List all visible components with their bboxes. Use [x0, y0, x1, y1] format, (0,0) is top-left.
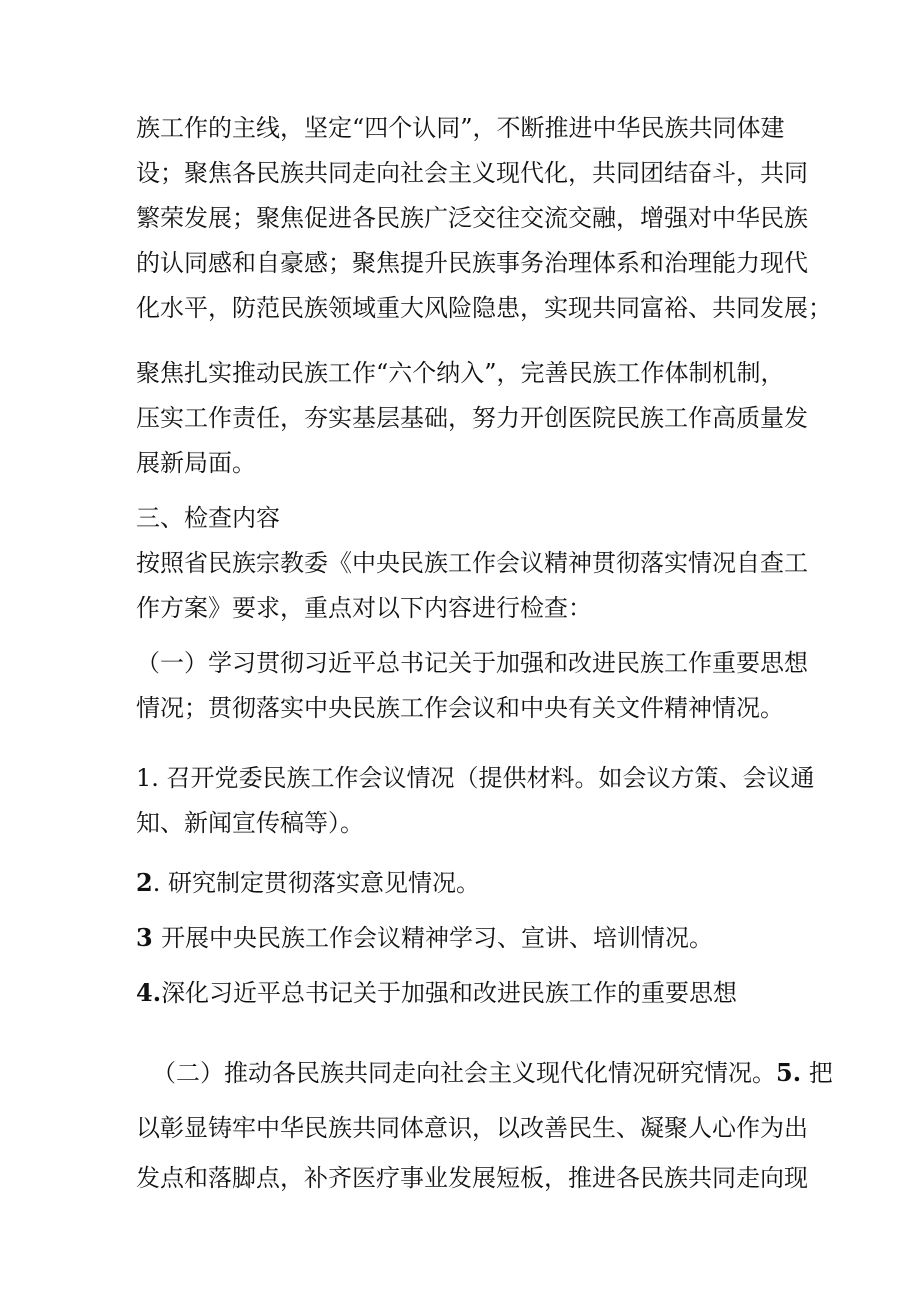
section-heading: 三、检查内容 — [136, 504, 280, 532]
list-text: 把 — [801, 1059, 833, 1087]
list-text: 深化习近平总书记关于加强和改进民族工作的重要思想 — [161, 979, 738, 1007]
subsection-heading: （一）学习贯彻习近平总书记关于加强和改进民族工作重要思想 — [136, 649, 808, 677]
paragraph-line: 发点和落脚点，补齐医疗事业发展短板，推进各民族共同走向现 — [136, 1164, 808, 1192]
list-number: 3 — [136, 923, 162, 952]
paragraph-line: 以彰显铸牢中华民族共同体意识，以改善民生、凝聚人心作为出 — [136, 1114, 808, 1142]
list-text: 研究制定贯彻落实意见情况。 — [167, 869, 480, 897]
list-item — [136, 868, 480, 898]
list-number: 5. — [776, 1058, 802, 1087]
paragraph-line: 作方案》要求，重点对以下内容进行检查： — [136, 594, 592, 622]
paragraph-line: 情况；贯彻落实中央民族工作会议和中央有关文件精神情况。 — [136, 694, 784, 722]
paragraph-line: 族工作的主线，坚定“四个认同”，不断推进中华民族共同体建 — [136, 114, 785, 142]
list-item: 1. 召开党委民族工作会议情况（提供材料。如会议方策、会议通 — [136, 764, 815, 792]
paragraph-line: 聚焦扎实推动民族工作“六个纳入”，完善民族工作体制机制， — [136, 359, 785, 387]
paragraph-line: 设；聚焦各民族共同走向社会主义现代化，共同团结奋斗，共同 — [136, 159, 808, 187]
subsection-heading — [152, 1058, 833, 1088]
paragraph-line: 按照省民族宗教委《中央民族工作会议精神贯彻落实情况自查工 — [136, 549, 808, 577]
list-text: 开展中央民族工作会议精神学习、宣讲、培训情况。 — [161, 924, 714, 952]
list-item — [136, 978, 737, 1008]
subsection-text: （二）推动各民族共同走向社会主义现代化情况研究情况。 — [152, 1059, 776, 1087]
list-item-continuation: 知、新闻宣传稿等）。 — [136, 809, 364, 837]
paragraph-line: 展新局面。 — [136, 449, 256, 477]
paragraph-line: 压实工作责任，夯实基层基础，努力开创医院民族工作高质量发 — [136, 404, 808, 432]
paragraph-line: 繁荣发展；聚焦促进各民族广泛交往交流交融，增强对中华民族 — [136, 204, 808, 232]
list-separator: . — [152, 869, 168, 897]
list-number: 4. — [136, 978, 162, 1007]
paragraph-line: 化水平，防范民族领域重大风险隐患，实现共同富裕、共同发展； — [136, 294, 832, 322]
list-item — [136, 923, 713, 953]
list-number: 2 — [136, 868, 153, 897]
paragraph-line: 的认同感和自豪感；聚焦提升民族事务治理体系和治理能力现代 — [136, 249, 808, 277]
